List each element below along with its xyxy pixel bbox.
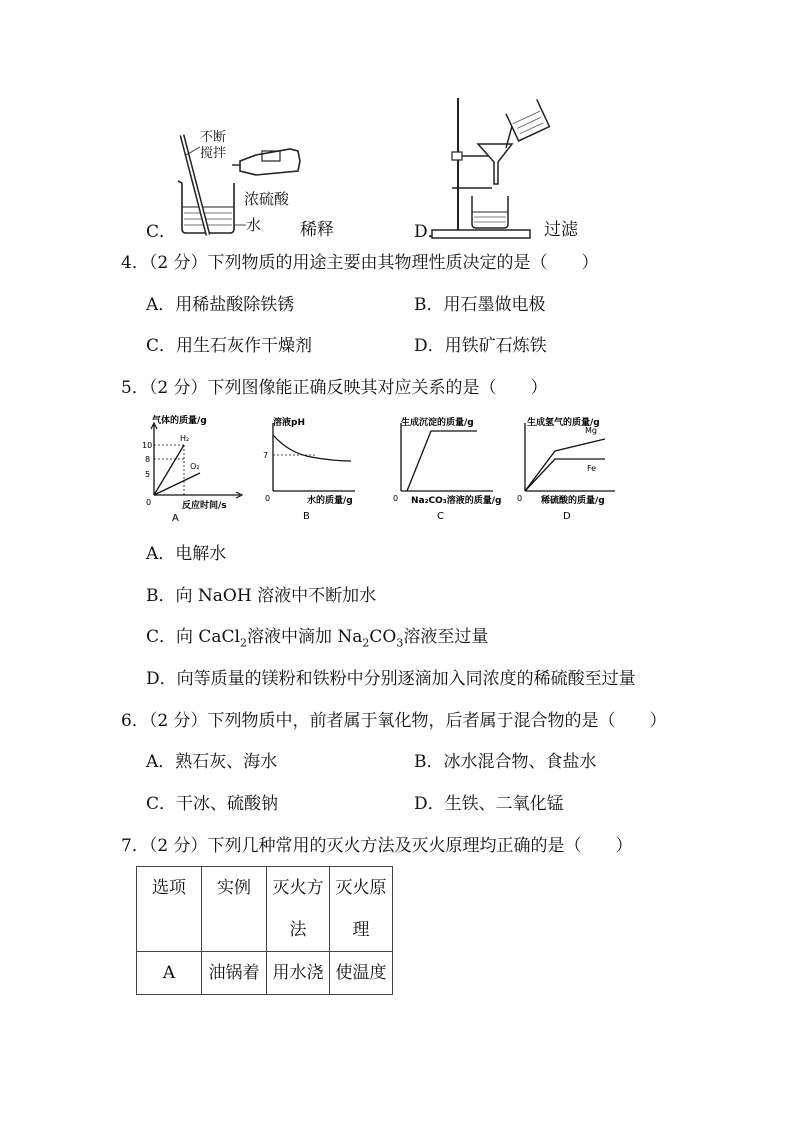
q5-option-a: A．电解水 [146, 544, 227, 564]
q3-option-d-caption: 过滤 [544, 220, 578, 240]
graph-a [140, 415, 250, 525]
acid-label: 浓硫酸 [244, 190, 290, 208]
graph-c-xlabel: Na₂CO₃溶液的质量/g [411, 496, 502, 506]
table-cell: 油锅着 [202, 952, 267, 995]
graph-b-tag: B [303, 511, 310, 522]
graph-b-origin: 0 [265, 494, 271, 503]
water-label: 水 [246, 216, 262, 234]
graph-d-xlabel: 稀硫酸的质量/g [541, 496, 605, 506]
q6-option-a: A．熟石灰、海水 [146, 752, 278, 772]
table-header-cell: 选项 [137, 867, 202, 952]
graph-d [515, 415, 625, 525]
q4-option-b: B．用石墨做电极 [414, 295, 546, 315]
q5-option-b: B．向 NaOH 溶液中不断加水 [146, 586, 377, 606]
graph-d-series-mg: Mg [585, 426, 597, 435]
q5-option-d: D．向等质量的镁粉和铁粉中分别逐滴加入同浓度的稀硫酸至过量 [146, 669, 636, 689]
graph-a-origin: 0 [146, 498, 152, 507]
table-header-row [137, 867, 393, 952]
graph-c [385, 415, 510, 525]
graph-c-tag: C [437, 511, 444, 522]
table-header-cell: 灭火方法 [267, 867, 330, 952]
q4-option-a: A．用稀盐酸除铁锈 [146, 295, 295, 315]
table-header-cell: 灭火原理 [330, 867, 393, 952]
graph-a-tick-10: 10 [142, 441, 153, 450]
q7-table [136, 866, 393, 995]
graph-a-xlabel: 反应时间/s [182, 501, 227, 511]
table-cell: 使温度 [330, 952, 393, 995]
graph-b-tick-7: 7 [263, 451, 269, 460]
graph-d-tag: D [563, 511, 571, 522]
graph-c-ylabel: 生成沉淀的质量/g [401, 418, 474, 428]
q5-stem: 5．（2 分）下列图像能正确反映其对应关系的是（ ） [121, 378, 548, 398]
table-cell: 用水浇 [267, 952, 330, 995]
q6-stem: 6．（2 分）下列物质中，前者属于氧化物，后者属于混合物的是（ ） [121, 711, 667, 731]
stir-label-1: 不断 [200, 130, 227, 145]
graph-a-ylabel: 气体的质量/g [152, 416, 207, 426]
q3-option-d-letter: D． [414, 222, 445, 242]
q4-option-c: C．用生石灰作干燥剂 [146, 336, 313, 356]
q5-option-c: C．向 CaCl$_2$溶液中滴加 $Na_2CO_3$溶液至过量 [146, 627, 489, 650]
graph-a-series-o2: O₂ [190, 462, 200, 471]
table-header-cell: 实例 [202, 867, 267, 952]
q6-option-c: C．干冰、硫酸钠 [146, 794, 279, 814]
q6-option-b: B．冰水混合物、食盐水 [414, 752, 597, 772]
graph-b-ylabel: 溶液pH [273, 418, 305, 428]
q7-stem: 7．（2 分）下列几种常用的灭火方法及灭火原理均正确的是（ ） [121, 836, 633, 856]
graph-b-xlabel: 水的质量/g [307, 496, 353, 506]
graph-a-tick-8: 8 [145, 455, 151, 464]
filtration-diagram [430, 96, 560, 241]
q3-option-c-letter: C． [146, 222, 177, 242]
q3-option-c-caption: 稀释 [300, 220, 334, 240]
stir-label-2: 搅拌 [200, 146, 227, 161]
graph-a-tag: A [172, 513, 179, 524]
table-cell: A [137, 952, 202, 995]
graph-c-origin: 0 [393, 494, 399, 503]
graph-d-series-fe: Fe [587, 464, 597, 473]
dilution-diagram [160, 125, 310, 240]
graph-d-origin: 0 [517, 494, 523, 503]
graph-b [255, 415, 365, 525]
q6-option-d: D．生铁、二氧化锰 [414, 794, 564, 814]
table-row [137, 952, 393, 995]
graph-d-ylabel: 生成氢气的质量/g [527, 418, 600, 428]
graph-a-series-h2: H₂ [180, 434, 190, 443]
q4-option-d: D．用铁矿石炼铁 [414, 336, 547, 356]
graph-a-tick-5: 5 [145, 470, 151, 479]
q4-stem: 4．（2 分）下列物质的用途主要由其物理性质决定的是（ ） [121, 253, 599, 273]
